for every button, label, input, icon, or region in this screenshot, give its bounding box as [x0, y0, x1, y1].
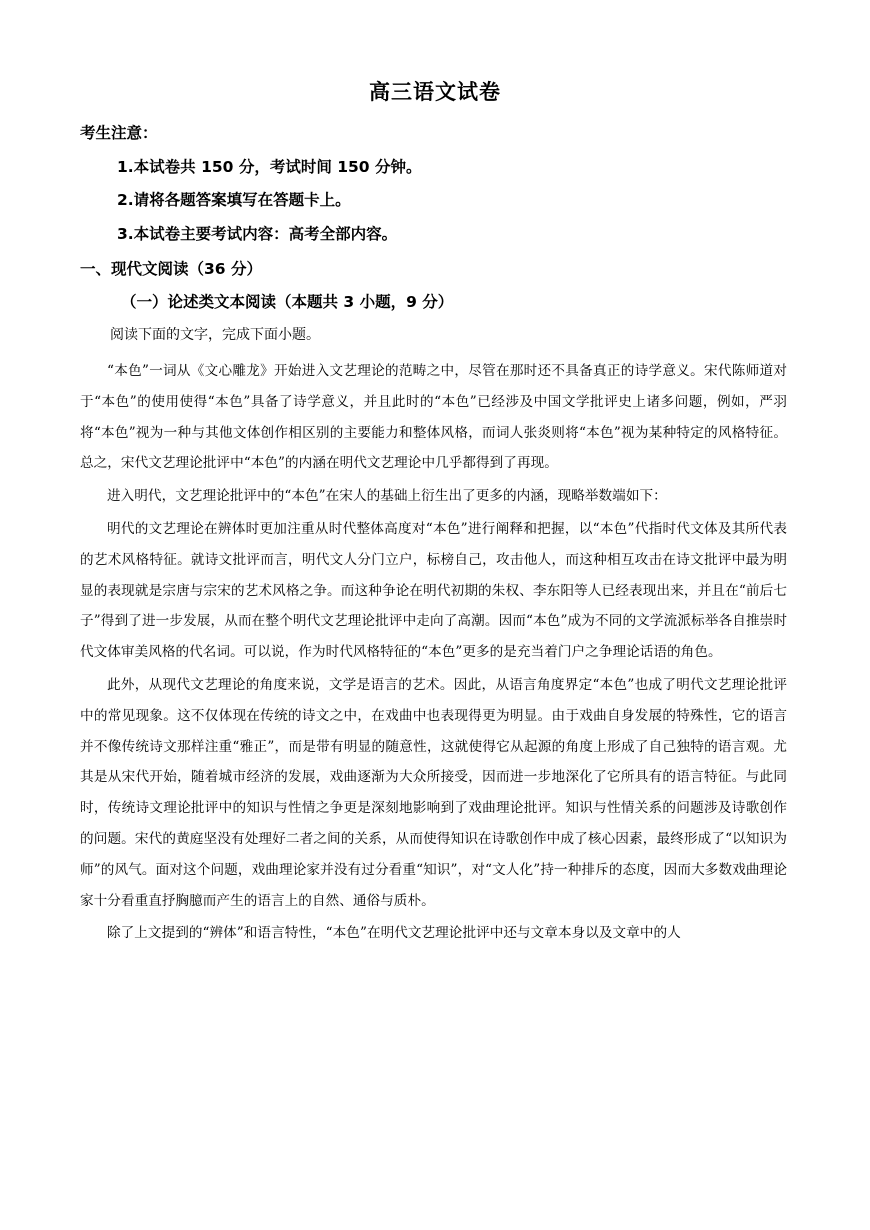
notice-item: 1.本试卷共 150 分，考试时间 150 分钟。 — [117, 158, 422, 176]
reading-passage — [80, 356, 787, 951]
notice-item: 3.本试卷主要考试内容：高考全部内容。 — [117, 225, 398, 243]
subsection-heading: （一）论述类文本阅读（本题共 3 小题，9 分） — [121, 293, 454, 311]
reading-instruction: 阅读下面的文字，完成下面小题。 — [110, 327, 320, 343]
notice-label: 考生注意： — [80, 124, 158, 142]
notice-item: 2.请将各题答案填写在答题卡上。 — [117, 191, 351, 209]
passage-paragraph: 此外，从现代文艺理论的角度来说，文学是语言的艺术。因此，从语言角度界定“本色”也成了明代文艺理论批评中的常见现象。这不仅体现在传统的诗文之中，在戏曲中也表现得更为明显。由于戏曲自身发展的特殊性，它的语言并不像传统诗文那样注重“雅正”，而是带有明显的随意性，这就使得它从起源的角度上形成了自己独特的语言观。尤其是从宋代开始，随着城市经济的发展，戏曲逐渐为大众所接受，因而进一步地深化了它所具有的语言特征。与此同时，传统诗文理论批评中的知识与性情之争更是深刻地影响到了戏曲理论批评。知识与性情关系的问题涉及诗歌创作的问题。宋代的黄庭坚没有处理好二者之间的关系，从而使得知识在诗歌创作中成了核心因素，最终形成了“以知识为师”的风气。面对这个问题，戏曲理论家并没有过分看重“知识”，对“文人化”持一种排斥的态度，因而大多数戏曲理论家十分看重直抒胸臆而产生的语言上的自然、通俗与质朴。 — [80, 676, 787, 909]
passage-paragraph: 除了上文提到的“辨体”和语言特性，“本色”在明代文艺理论批评中还与文章本身以及文章中的人 — [107, 925, 681, 942]
passage-paragraph: 进入明代，文艺理论批评中的“本色”在宋人的基础上衍生出了更多的内涵，现略举数端如下： — [107, 488, 667, 505]
page-title: 高三语文试卷 — [369, 79, 501, 104]
passage-paragraph: “本色”一词从《文心雕龙》开始进入文艺理论的范畴之中，尽管在那时还不具备真正的诗学意义。宋代陈师道对于“本色”的使用使得“本色”具备了诗学意义，并且此时的“本色”已经涉及中国文学批评史上诸多问题，例如，严羽将“本色”视为一种与其他文体创作相区别的主要能力和整体风格，而词人张炎则将“本色”视为某种特定的风格特征。总之，宋代文艺理论批评中“本色”的内涵在明代文艺理论中几乎都得到了再现。 — [80, 363, 787, 472]
section-heading: 一、现代文阅读（36 分） — [80, 260, 262, 278]
passage-paragraph: 明代的文艺理论在辨体时更加注重从时代整体高度对“本色”进行阐释和把握，以“本色”代指时代文体及其所代表的艺术风格特征。就诗文批评而言，明代文人分门立户，标榜自己，攻击他人，而这种相互攻击在诗文批评中最为明显的表现就是宗唐与宗宋的艺术风格之争。而这种争论在明代初期的朱权、李东阳等人已经表现出来，并且在“前后七子”得到了进一步发展，从而在整个明代文艺理论批评中走向了高潮。因而“本色”成为不同的文学流派标举各自推崇时代文体审美风格的代名词。可以说，作为时代风格特征的“本色”更多的是充当着门户之争理论话语的角色。 — [80, 520, 787, 661]
